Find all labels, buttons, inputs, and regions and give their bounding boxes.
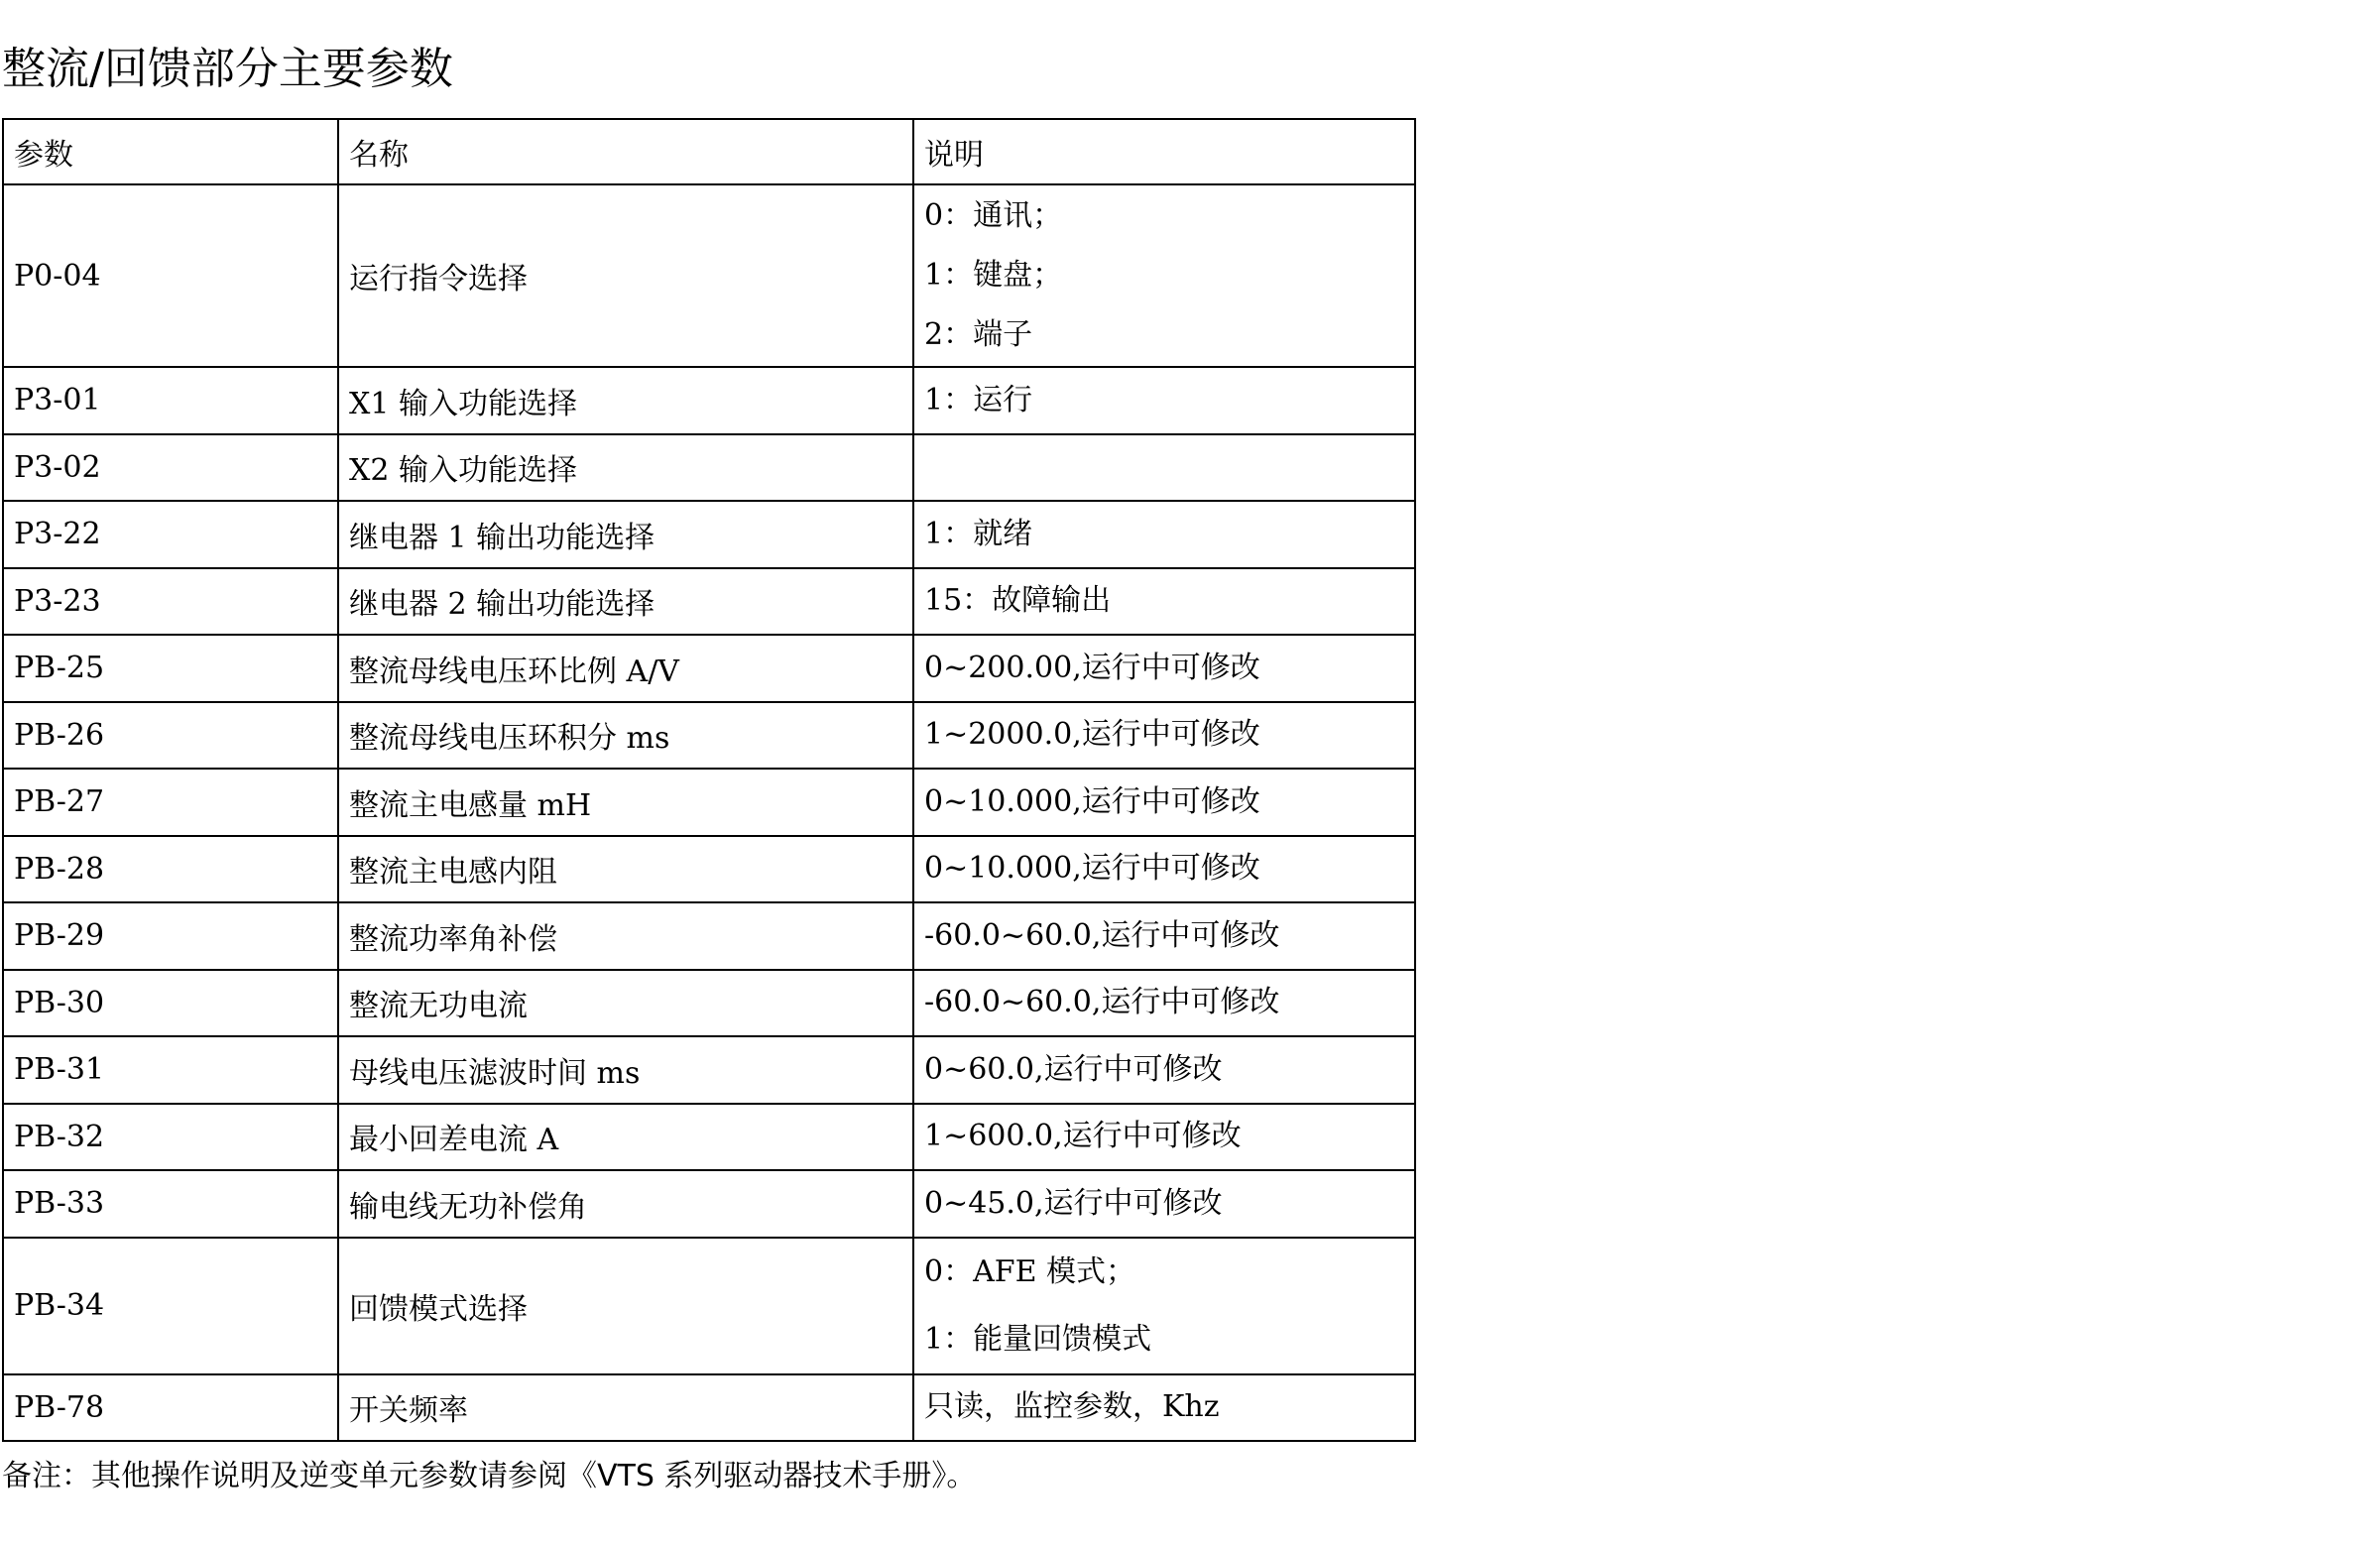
cell-name: 继电器 2 输出功能选择 bbox=[338, 568, 913, 636]
cell-name: 整流无功电流 bbox=[338, 970, 913, 1037]
desc-line: 0~200.00,运行中可修改 bbox=[924, 650, 1260, 685]
desc-line: 1~2000.0,运行中可修改 bbox=[924, 717, 1260, 753]
cell-param: P0-04 bbox=[3, 184, 338, 367]
cell-desc bbox=[913, 1104, 1415, 1171]
desc-line: 1：能量回馈模式 bbox=[924, 1321, 1152, 1357]
table-row bbox=[3, 1238, 1415, 1374]
cell-name: 输电线无功补偿角 bbox=[338, 1170, 913, 1238]
table-header-row bbox=[3, 119, 1415, 184]
desc-line: 0~10.000,运行中可修改 bbox=[924, 783, 1260, 819]
table-row bbox=[3, 434, 1415, 502]
cell-name: 整流母线电压环比例 A/V bbox=[338, 635, 913, 702]
desc-line: 1~600.0,运行中可修改 bbox=[924, 1119, 1242, 1154]
cell-param: PB-30 bbox=[3, 970, 338, 1037]
desc-line: 只读，监控参数，Khz bbox=[924, 1389, 1220, 1425]
cell-desc bbox=[913, 1170, 1415, 1238]
cell-param: PB-31 bbox=[3, 1036, 338, 1104]
table-row bbox=[3, 1374, 1415, 1442]
cell-name: 整流主电感内阻 bbox=[338, 836, 913, 903]
cell-param: PB-26 bbox=[3, 702, 338, 770]
table-row bbox=[3, 501, 1415, 568]
cell-desc bbox=[913, 702, 1415, 770]
desc-line: 0~10.000,运行中可修改 bbox=[924, 851, 1260, 887]
desc-line: 1：运行 bbox=[924, 382, 1033, 417]
desc-line: -60.0~60.0,运行中可修改 bbox=[924, 985, 1280, 1020]
cell-param: P3-23 bbox=[3, 568, 338, 636]
cell-param: PB-78 bbox=[3, 1374, 338, 1442]
cell-param: PB-25 bbox=[3, 635, 338, 702]
desc-line: 0：通讯； bbox=[924, 198, 1063, 233]
cell-name: 运行指令选择 bbox=[338, 184, 913, 367]
cell-param: PB-33 bbox=[3, 1170, 338, 1238]
footnote: 备注：其他操作说明及逆变单元参数请参阅《VTS 系列驱动器技术手册》。 bbox=[2, 1459, 977, 1493]
table-row bbox=[3, 568, 1415, 636]
cell-param: PB-32 bbox=[3, 1104, 338, 1171]
cell-param: P3-22 bbox=[3, 501, 338, 568]
cell-name: X2 输入功能选择 bbox=[338, 434, 913, 502]
cell-name: 继电器 1 输出功能选择 bbox=[338, 501, 913, 568]
desc-line: 15：故障输出 bbox=[924, 583, 1112, 619]
desc-line: 0：AFE 模式； bbox=[924, 1253, 1136, 1289]
cell-name: 回馈模式选择 bbox=[338, 1238, 913, 1374]
header-desc: 说明 bbox=[913, 119, 1415, 184]
cell-desc bbox=[913, 501, 1415, 568]
cell-name: 整流功率角补偿 bbox=[338, 902, 913, 970]
table-row bbox=[3, 970, 1415, 1037]
desc-line: 1：键盘； bbox=[924, 258, 1063, 293]
desc-line: 1：就绪 bbox=[924, 516, 1033, 551]
cell-desc bbox=[913, 970, 1415, 1037]
table-body bbox=[3, 184, 1415, 1441]
table-row bbox=[3, 635, 1415, 702]
cell-desc bbox=[913, 769, 1415, 836]
header-name: 名称 bbox=[338, 119, 913, 184]
table-row bbox=[3, 1170, 1415, 1238]
table-row bbox=[3, 1104, 1415, 1171]
parameter-table bbox=[2, 118, 1416, 1442]
table-row bbox=[3, 702, 1415, 770]
cell-name: X1 输入功能选择 bbox=[338, 367, 913, 434]
cell-desc bbox=[913, 367, 1415, 434]
cell-name: 最小回差电流 A bbox=[338, 1104, 913, 1171]
cell-desc bbox=[913, 1374, 1415, 1442]
header-param: 参数 bbox=[3, 119, 338, 184]
table-row bbox=[3, 367, 1415, 434]
table-header bbox=[3, 119, 1415, 184]
cell-desc bbox=[913, 568, 1415, 636]
cell-desc bbox=[913, 902, 1415, 970]
cell-param: P3-02 bbox=[3, 434, 338, 502]
cell-desc bbox=[913, 434, 1415, 502]
table-row bbox=[3, 1036, 1415, 1104]
cell-name: 整流主电感量 mH bbox=[338, 769, 913, 836]
cell-name: 母线电压滤波时间 ms bbox=[338, 1036, 913, 1104]
cell-param: PB-27 bbox=[3, 769, 338, 836]
desc-line: -60.0~60.0,运行中可修改 bbox=[924, 917, 1280, 953]
cell-name: 整流母线电压环积分 ms bbox=[338, 702, 913, 770]
cell-param: PB-28 bbox=[3, 836, 338, 903]
table-row bbox=[3, 769, 1415, 836]
document-title: 整流/回馈部分主要参数 bbox=[2, 44, 453, 94]
cell-name: 开关频率 bbox=[338, 1374, 913, 1442]
table-row bbox=[3, 902, 1415, 970]
table-row bbox=[3, 184, 1415, 367]
cell-desc bbox=[913, 836, 1415, 903]
cell-param: PB-34 bbox=[3, 1238, 338, 1374]
cell-param: P3-01 bbox=[3, 367, 338, 434]
cell-desc bbox=[913, 1036, 1415, 1104]
table-row bbox=[3, 836, 1415, 903]
desc-line: 2：端子 bbox=[924, 317, 1033, 352]
cell-param: PB-29 bbox=[3, 902, 338, 970]
cell-desc bbox=[913, 1238, 1415, 1374]
desc-line: 0~45.0,运行中可修改 bbox=[924, 1185, 1223, 1221]
cell-desc bbox=[913, 184, 1415, 367]
desc-line: 0~60.0,运行中可修改 bbox=[924, 1051, 1223, 1087]
cell-desc bbox=[913, 635, 1415, 702]
